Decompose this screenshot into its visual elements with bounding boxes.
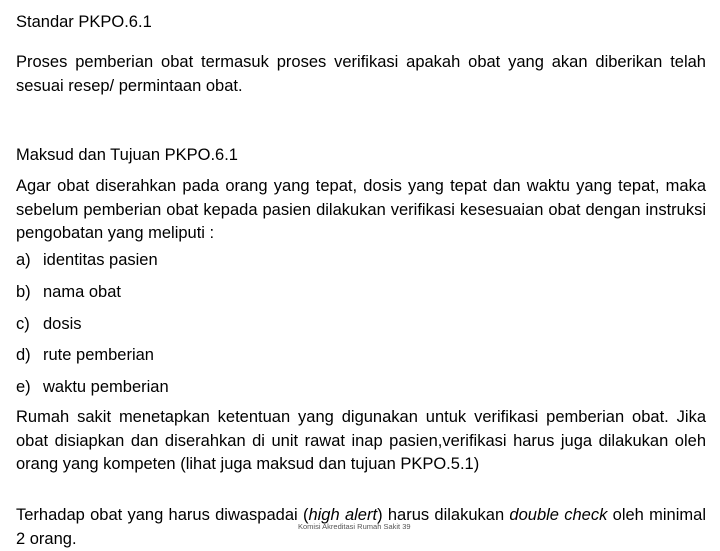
list-marker: e) [16, 378, 31, 396]
list-item [16, 346, 154, 365]
high-alert-text-part2: ) harus dilakukan [377, 506, 510, 524]
double-check-term: double check [509, 506, 608, 524]
list-marker: d) [16, 346, 31, 364]
list-marker: b) [16, 283, 31, 301]
list-item-text: dosis [43, 315, 82, 333]
list-item [16, 378, 169, 397]
high-alert-text-part3: oleh minimal 2 orang. [16, 506, 706, 548]
list-item [16, 315, 82, 334]
list-item-text: rute pemberian [43, 346, 154, 364]
standard-heading: Standar PKPO.6.1 [16, 13, 152, 31]
high-alert-text-part1: Terhadap obat yang harus diwaspadai ( [16, 506, 309, 524]
standard-description: Proses pemberian obat termasuk proses verifikasi apakah obat yang akan diberikan telah sesuai resep/ permintaan obat. [16, 53, 706, 95]
list-item-text: nama obat [43, 283, 121, 301]
list-marker: c) [16, 315, 30, 333]
high-alert-term: high alert [308, 506, 378, 524]
list-marker: a) [16, 251, 31, 269]
list-item [16, 283, 121, 302]
purpose-paragraph: Agar obat diserahkan pada orang yang tepat, dosis yang tepat dan waktu yang tepat, maka sebelum pemberian obat kepada pasien dilakukan verifikasi kesesuaian obat dengan instruksi pengobatan yang meliputi : [16, 177, 706, 242]
footer-text: Komisi Akreditasi Rumah Sakit 39 [298, 522, 411, 531]
purpose-heading: Maksud dan Tujuan PKPO.6.1 [16, 146, 238, 164]
list-item [16, 251, 158, 270]
hospital-policy-paragraph: Rumah sakit menetapkan ketentuan yang digunakan untuk verifikasi pemberian obat. Jika obat disiapkan dan diserahkan di unit rawat inap pasien,verifikasi harus juga dilakukan oleh orang yang kompeten (lihat juga maksud dan tujuan PKPO.5.1) [16, 408, 706, 473]
list-item-text: waktu pemberian [43, 378, 169, 396]
list-item-text: identitas pasien [43, 251, 158, 269]
